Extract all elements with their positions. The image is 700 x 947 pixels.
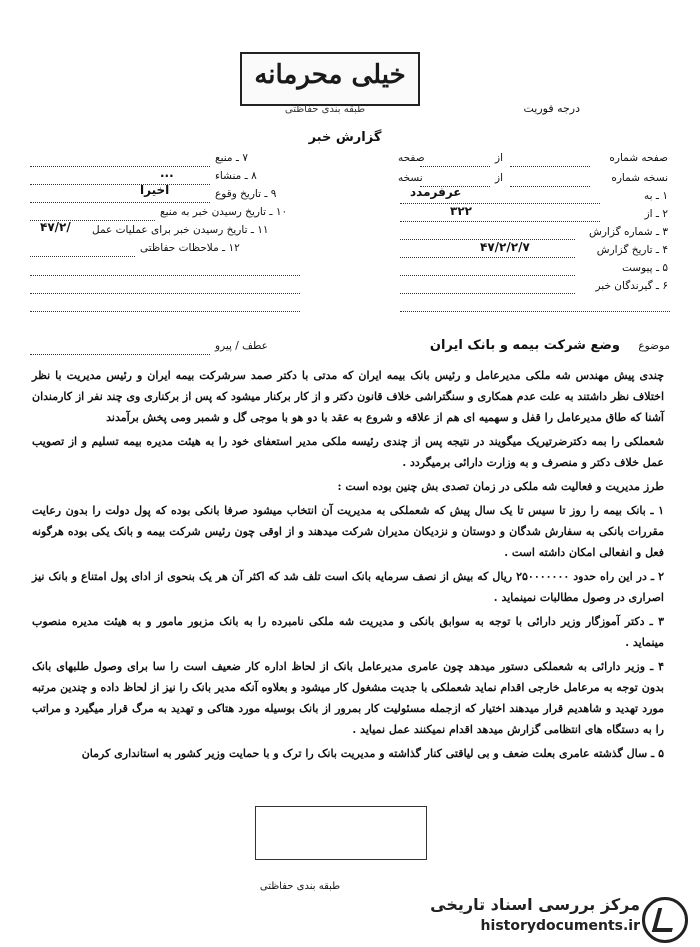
dotted-line [400,257,575,258]
dotted-line [400,275,575,276]
field-to-value: عرفرمدد [410,185,462,199]
subject-label: موضوع [638,340,670,352]
inner-stamp-box [255,806,427,860]
dotted-line [510,186,590,187]
dotted-line [30,184,210,185]
dotted-line [400,311,670,312]
body-paragraph: ۴ ـ وزیر دارائی به شعملکی دستور میدهد چون عامری مدیرعامل بانک از لحاظ اداره کار ضعیف است را سا برای وصول طلبهای بانک بدون توجه به مرعامل خارجی اقدام نماید شعملکی با جدیت مشغول کار میشود و بعلاوه آنکه مدیر بانک را نیز از لحاظ داده و چندین مرتبه مورد تهدید و شاهدیم قرار میدهند اختیار که ازجمله مسئولیت کار بمرور از بانک بوسیله مورد هتاکی و تهدید به مرگ قرار میگیرد و مراتب را به دستگاه های انتظامی گزارش میدهد اقدام نمیکنند عمل نمیاید . [32,660,664,736]
field-report-date-value: ۴۷/۲/۲/۷ [480,240,530,254]
field-from-label: ۲ ـ از [644,208,668,220]
classification-label: طبقه بندی حفاظتی [284,104,366,115]
field-copy-unit: نسخه [398,172,423,184]
report-body [32,365,664,767]
field-attachment-label: ۵ ـ پیوست [621,262,668,274]
subject-row [30,338,670,362]
dotted-line [30,354,210,355]
body-paragraph: طرز مدیریت و فعالیت شه ملکی در زمان تصدی بش چنین بوده است : [337,480,664,493]
reference-label: عطف / پیرو [215,340,268,352]
field-ops-received-label: ۱۱ ـ تاریخ رسیدن خبر برای عملیات عمل [92,224,269,236]
watermark-url: historydocuments.ir [480,918,640,934]
field-page-from: از [495,152,503,164]
body-paragraph: ۳ ـ دکتر آموزگار وزیر دارائی با توجه به سوابق بانکی و مدیریت شه ملکی نامبرده را به بانک مزبور مامور و به هیئت مدیره منصوب مینماید . [32,615,664,649]
body-paragraph: ۱ ـ بانک بیمه را روز تا سیس تا یک سال پیش که شعملکی به مدیریت آن انتخاب میشود صرفا بانکی بوده که پول دولت را بدون رعایت مقررات بانکی به سفارش شدگان و دوستان و نزدیکان مدیران شرکت میدهند و از اوقی چون رئیس شرکت بیمه و بانک یکی بوده هرگونه فعل و انفعالی امکان داشته است . [32,504,664,559]
dotted-line [510,166,590,167]
dotted-line [30,293,300,294]
subject-value: وضع شرکت بیمه و بانک ایران [429,338,620,353]
dotted-line [30,256,135,257]
footer-classification: طبقه بندی حفاظتی [259,881,341,892]
field-report-number-label: ۳ ـ شماره گزارش [589,226,668,238]
field-origin-label: ۸ ـ منشاء [215,170,257,182]
field-origin-value: ... [160,166,174,180]
dotted-line [30,275,300,276]
field-to-label: ۱ ـ به [644,190,668,202]
dotted-line [400,293,575,294]
dotted-line [400,203,600,204]
classification-stamp [240,52,420,106]
field-recipients-label: ۶ ـ گیرندگان خبر [595,280,668,292]
field-from-value: ۳۲۲ [450,204,472,218]
report-title: گزارش خبر [308,130,382,145]
archive-logo-icon [642,897,688,943]
body-paragraph: ۲ ـ در این راه حدود ۲۵۰۰۰۰۰۰۰ ریال که بیش از نصف سرمایه بانک است تلف شد که اکثر آن هر یک بنحوی از ادای پول امتناع و بانک نیز اصراری در وصول مطالبات نمینماید . [32,570,664,604]
stamp-text: خیلی محرمانه [254,60,406,90]
field-copy-from: از [495,172,503,184]
watermark [420,893,692,941]
body-paragraph: چندی پیش مهندس شه ملکی مدیرعامل و رئیس بانک بیمه ایران که مدتی با دکتر صمد سرشرکت بیمه ایران و رئیس مدیریت با نظر اختلاف نظر داشتند به علت عدم همکاری و سنگتراشی خلاف قانون دکتر و از کار برکنار میشود که پس از برکناری وی چند نفر از کارمندان آشنا که طاق مدیرعامل را قفل و سهمیه ای هم از علاقه و شروع به عقد با دو هو با موجی گل و شمبر ومی پخش برآمدند [32,369,664,424]
field-security-notes-label: ۱۲ ـ ملاحظات حفاظتی [140,242,240,254]
field-source-label: ۷ ـ منبع [215,152,248,164]
field-occurrence-date-label: ۹ ـ تاریخ وقوع [215,188,277,200]
field-copy-number-label: نسخه شماره [611,172,668,184]
dotted-line [30,166,210,167]
dotted-line [30,202,210,203]
field-page-number-label: صفحه شماره [609,152,668,164]
watermark-title: مرکز بررسی اسناد تاریخی [430,895,640,914]
field-occurrence-date-value: اخیرا [140,183,170,197]
dotted-line [400,221,600,222]
field-report-date-label: ۴ ـ تاریخ گزارش [596,244,668,256]
field-page-unit: صفحه [398,152,425,164]
dotted-line [420,166,490,167]
field-ops-received-value: ۴۷/۲/ [40,220,71,234]
dotted-line [30,311,300,312]
urgency-label: درجه فوریت [523,102,580,115]
body-paragraph: شعملکی را بمه دکترضرتیریک میگویند در نتیجه پس از چندی رئیسه ملکی مدیر استعفای خود را به هیئت مدیره بیمه تسلیم و از تصویب عمل خلاف دکتر و منصرف و به وزارت دارائی برمیگردد . [32,435,664,469]
field-source-received-label: ۱۰ ـ تاریخ رسیدن خبر به منبع [160,206,288,218]
body-paragraph: ۵ ـ سال گذشته عامری بعلت ضعف و بی لیاقتی کنار گذاشته و مدیریت بانک را ترک و با حمایت وزیر کشور به استانداری کرمان [81,747,664,760]
